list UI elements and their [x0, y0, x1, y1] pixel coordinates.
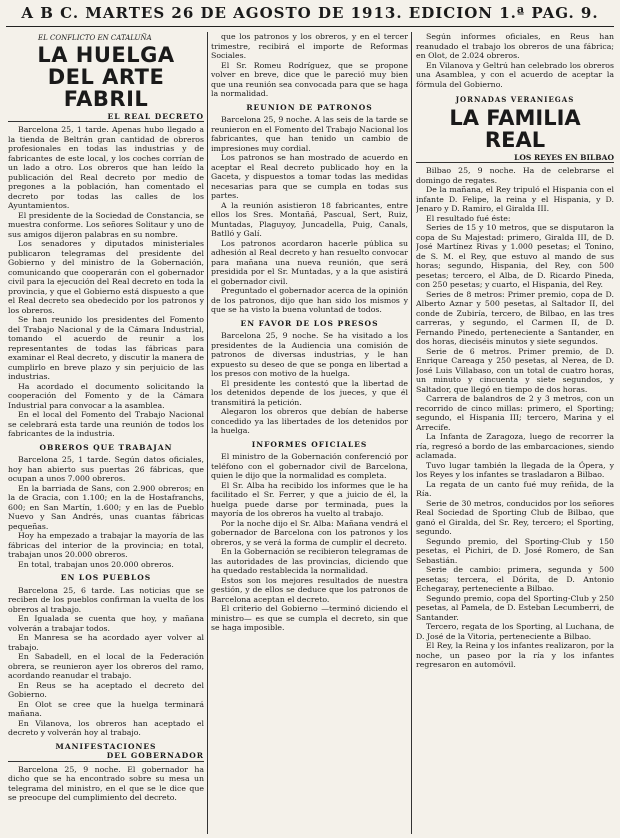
paragraph: Alegaron los obreros que debían de haberse concedido ya las libertades de los detenidos por la huelga. [211, 407, 408, 435]
paragraph: Tuvo lugar también la llegada de la Ópera, y los Reyes y los infantes se trasladaron a Bilbao. [416, 460, 614, 479]
paragraph: Tercero, regata de los Sporting, al Luchana, de D. José de la Vitoria, perteneciente a Bilbao. [416, 622, 614, 641]
section-heading-patronos: REUNION DE PATRONOS [246, 102, 373, 112]
paragraph: El presidente les contestó que la libertad de los detenidos depende de los jueces, y que él transmitirá la petición. [211, 378, 408, 407]
paragraph: Barcelona 25, 9 noche. El gobernador ha dicho que se ha encontrado sobre su mesa un telegrama del ministro, en el que se le dice que se preocupe del cumplimiento del decreto. [8, 764, 204, 802]
paragraph: Segundo premio, copa del Sporting-Club y 250 pesetas, al Pamela, de D. Esteban Lecumberri, de Santander. [416, 593, 614, 622]
paragraph: Por la noche dijo el Sr. Alba: Mañana vendrá el gobernador de Barcelona con los patronos y los obreros, y se verá la forma de cumplir el decreto. [211, 518, 408, 547]
paragraph: En Sabadell, en el local de la Federación obrera, se reunieron ayer los obreros del ramo, acordando reanudar el trabajo. [8, 652, 204, 680]
paragraph: Estos son los mejores resultados de nuestra gestión, y de ellos se deduce que los patronos de Barcelona aceptan el decreto. [211, 575, 408, 604]
paragraph: Preguntado el gobernador acerca de la opinión de los patronos, dijo que han sido los mismos y que se ha visto la buena voluntad de todos. [211, 286, 408, 314]
paragraph: Bilbao 25, 9 noche. Ha de celebrarse el domingo de regates. [416, 166, 614, 185]
paragraph: Barcelona 25, 9 noche. Se ha visitado a los presidentes de la Audiencia una comisión de patronos de diversas industrias, y le han expuesto su deseo de que se ponga en libertad a los presos con motivo de la huelga. [211, 331, 408, 378]
paragraph: En Vilanova y Geltrú han celebrado los obreros una Asamblea, y con el acuerdo de aceptar la fórmula del Gobierno. [416, 60, 614, 89]
paragraph: Serie de 30 metros, conducidos por los señores Real Sociedad de Sporting Club de Bilbao, que ganó el Giralda, del Sr. Rey, tercero; el Sporting, segundo. [416, 498, 614, 536]
section-heading-obreros: OBREROS QUE TRABAJAN [39, 442, 173, 452]
paragraph: Series de 8 metros: Primer premio, copa de D. Alberto Aznar y 500 pesetas, al Saltador II, del conde de Zubiría, tercero, de Bilbao, en las tres carreras, y segundo, el Carmen II, de D. Fernando Pinedo, perteneciente a Santander, en dos horas, dieciséis minutos y siete segundos. [416, 289, 614, 346]
section-heading-informes: INFORMES OFICIALES [251, 439, 368, 449]
paragraph: Serie de 6 metros. Primer premio, de D. Enrique Careaga y 250 pesetas, al Nerea, de D. José Luis Villabaso, con un total de cuatro horas, un minuto y cincuenta y siete segundos, y Saltador, que llegó en tiempo de dos horas. [416, 346, 614, 394]
section-heading-manifestaciones: MANIFESTACIONES [55, 741, 157, 751]
paragraph: El Rey, la Reina y los infantes realizaron, por la noche, un paseo por la ría y los infantes regresaron en automóvil. [416, 641, 614, 669]
paragraph: que los patronos y los obreros, y en el tercer trimestre, recibirá el importe de Reformas Sociales. [211, 32, 408, 60]
column-1 [8, 32, 204, 834]
paragraph: El resultado fué éste: [426, 213, 511, 223]
paragraph: Ha acordado el documento solicitando la cooperación del Fomento y de la Cámara Industrial para convocar a la asamblea. [8, 381, 204, 410]
column-separator [411, 32, 412, 834]
paragraph: En Reus se ha aceptado el decreto del Gobierno. [8, 680, 204, 699]
paragraph: Segundo premio, del Sporting-Club y 150 pesetas, el Pichiri, de D. José Romero, de San Sebastián. [416, 536, 614, 565]
paragraph: En la Gobernación se recibieron telegramas de las autoridades de las provincias, diciendo que ha quedado restablecida la normalidad. [211, 547, 408, 575]
paragraph: El criterio del Gobierno —terminó diciendo el ministro— es que se cumpla el decreto, sin que se haga imposible. [211, 604, 408, 632]
paragraph: En total, trabajan unos 20.000 obreros. [18, 559, 174, 569]
paragraph: La Infanta de Zaragoza, luego de recorrer la ría, regresó a bordo de las embarcaciones, siendo aclamada. [416, 432, 614, 460]
paragraph: En Igualada se cuenta que hoy, y mañana volverán a trabajar todos. [8, 614, 204, 633]
paragraph: Los patronos acordaron hacerle pública su adhesión al Real decreto y han resuelto convocar para mañana una nueva reunión, que será presidida por el Sr. Muntadas, y a la que asistirá el gobernador civil. [211, 238, 408, 286]
paragraph: En la barriada de Sans, con 2.900 obreros; en la de Gracia, con 1.100; en la de Hostafranchs, 600; en San Martín, 1.600; y en las de Pueblo Nuevo y San Andrés, unas cuantas fábricas pequeñas. [8, 483, 204, 531]
paragraph: El Sr. Romeu Rodríguez, que se propone volver en breve, dice que le pareció muy bien que una reunión sea convocada para que se haga la normalidad. [211, 60, 408, 98]
paragraph: Hoy ha empezado a trabajar la mayoría de las fábricas del interior de la provincia; en total, trabajan unos 20.000 obreros. [8, 531, 204, 559]
section-kicker-jornadas: JORNADAS VERANIEGAS [455, 95, 575, 104]
paragraph: Carrera de balandros de 2 y 3 metros, con un recorrido de cinco millas: primero, el Sporting; segundo, el Hispania III; tercero, Marina y el Arrecife. [416, 394, 614, 432]
paragraph: Barcelona 25, 1 tarde. Apenas hubo llegado a la tienda de Beltrán gran cantidad de obreros profesionales en todas las industrias y de fabricantes de este local, y los coches corrían de un lado a otro. Los obreros que han leído la publicación del Real decreto por medio de pregones a la población, han comentado el decreto por todas las calles de los Ayuntamientos. [8, 125, 204, 210]
paragraph: Barcelona 25, 9 noche. A las seis de la tarde se reunieron en el Fomento del Trabajo Nacional los fabricantes, que han tenido un cambio de impresiones muy cordial. [211, 115, 408, 153]
subheading-reyes-bilbao: LOS REYES EN BILBAO [416, 153, 614, 164]
paragraph: Los patronos se han mostrado de acuerdo en aceptar el Real decreto publicado hoy en la Gaceta, y dispuestos a tomar todas las medidas necesarias para que se cumpla en todas sus partes. [211, 153, 408, 200]
paragraph: El ministro de la Gobernación conferenció por teléfono con el gobernador civil de Barcelona, quien le dijo que la normalidad es completa. [211, 452, 408, 480]
paragraph: El presidente de la Sociedad de Constancia, se muestra conforme. Los señores Solitaur y uno de sus amigos dijeron palabras en su nombre. [8, 210, 204, 239]
paragraph: Se han reunido los presidentes del Fomento del Trabajo Nacional y de la Cámara Industrial, tomando el acuerdo de reunir a los representantes de todas las fábricas para examinar el Real decreto, y discutir la manera de cumplirlo en breve plazo y sin perjuicio de las industrias. [8, 315, 204, 381]
paragraph: Serie de cambio: primera, segunda y 500 pesetas; tercera, el Dórita, de D. Antonio Echegaray, perteneciente a Bilbao. [416, 565, 614, 593]
headline-line-1: LA HUELGA [37, 42, 175, 67]
column-separator [207, 32, 208, 834]
paragraph: En Manresa se ha acordado ayer volver al trabajo. [8, 633, 204, 652]
subheading-real-decreto: EL REAL DECRETO [8, 112, 204, 123]
paragraph: En el local del Fomento del Trabajo Nacional se celebrará esta tarde una reunión de todos los fabricantes de la industria. [8, 410, 204, 438]
headline-familia-real: LA FAMILIA REAL [449, 105, 581, 152]
paragraph: Los senadores y diputados ministeriales publicaron telegramas del presidente del Gobierno y del ministro de la Gobernación, comunicando que cooperarán con el gobernador civil para la ejecución del Real decreto en toda la provincia, y que el Gobierno está dispuesto a que el Real decreto sea obedecido por los patronos y los obreros. [8, 239, 204, 315]
column-2 [211, 32, 408, 834]
paragraph: En Vilanova, los obreros han aceptado el decreto y volverán hoy al trabajo. [8, 718, 204, 737]
paragraph: Barcelona 25, 1 tarde. Según datos oficiales, hoy han abierto sus puertas 26 fábricas, que ocupan a unos 7.000 obreros. [8, 455, 204, 483]
section-heading-gobernador: DEL GOBERNADOR [8, 751, 204, 762]
paragraph: El Sr. Alba ha recibido los informes que le ha facilitado el Sr. Ferrer, y que a juicio de él, la huelga puede darse por terminada, pues la mayoría de los obreros ha vuelto al trabajo. [211, 480, 408, 518]
page-header: A B C. MARTES 26 DE AGOSTO DE 1913. EDICION 1.ª PAG. 9. [21, 4, 599, 22]
column-3 [416, 32, 614, 834]
header-rule [6, 26, 614, 27]
headline-line-2: DEL ARTE FABRIL [47, 64, 165, 111]
paragraph: A la reunión asistieron 18 fabricantes, entre ellos los Sres. Montañá, Pascual, Sert, Ruiz, Muntadas, Plaguyoy, Juncadella, Puig, Canals, Batlló y Galí. [211, 200, 408, 238]
paragraph: En Olot se cree que la huelga terminará mañana. [8, 699, 204, 718]
paragraph: De la mañana, el Rey tripuló el Hispania con el infante D. Felipe, la reina y el Hispania, y D. Jenaro y D. Ramiro, el Giralda III. [416, 185, 614, 213]
paragraph: Series de 15 y 10 metros, que se disputaron la copa de Su Majestad: primero, Giralda III, de D. José Martínez Rivas y 1.000 pesetas; el Tonino, de S. M. el Rey, que estuvo al mando de sus horas; segundo, Hispania, del Rey, con 500 pesetas; tercero, el Alba, de D. Ricardo Pineda, con 250 pesetas; y cuarto, el Hispania, del Rey. [416, 223, 614, 289]
paragraph: La regata de un canto fué muy reñida, de la Ría. [416, 479, 614, 498]
section-heading-pueblos: EN LOS PUEBLOS [60, 573, 152, 582]
section-heading-presos: EN FAVOR DE LOS PRESOS [240, 318, 379, 328]
paragraph: Barcelona 25, 6 tarde. Las noticias que se reciben de los pueblos confirman la vuelta de los obreros al trabajo. [8, 585, 204, 614]
section-kicker: EL CONFLICTO EN CATALUÑA [38, 34, 152, 42]
paragraph: Según informes oficiales, en Reus han reanudado el trabajo los obreros de una fábrica; en Olot, de 2.024 obreros. [416, 32, 614, 60]
